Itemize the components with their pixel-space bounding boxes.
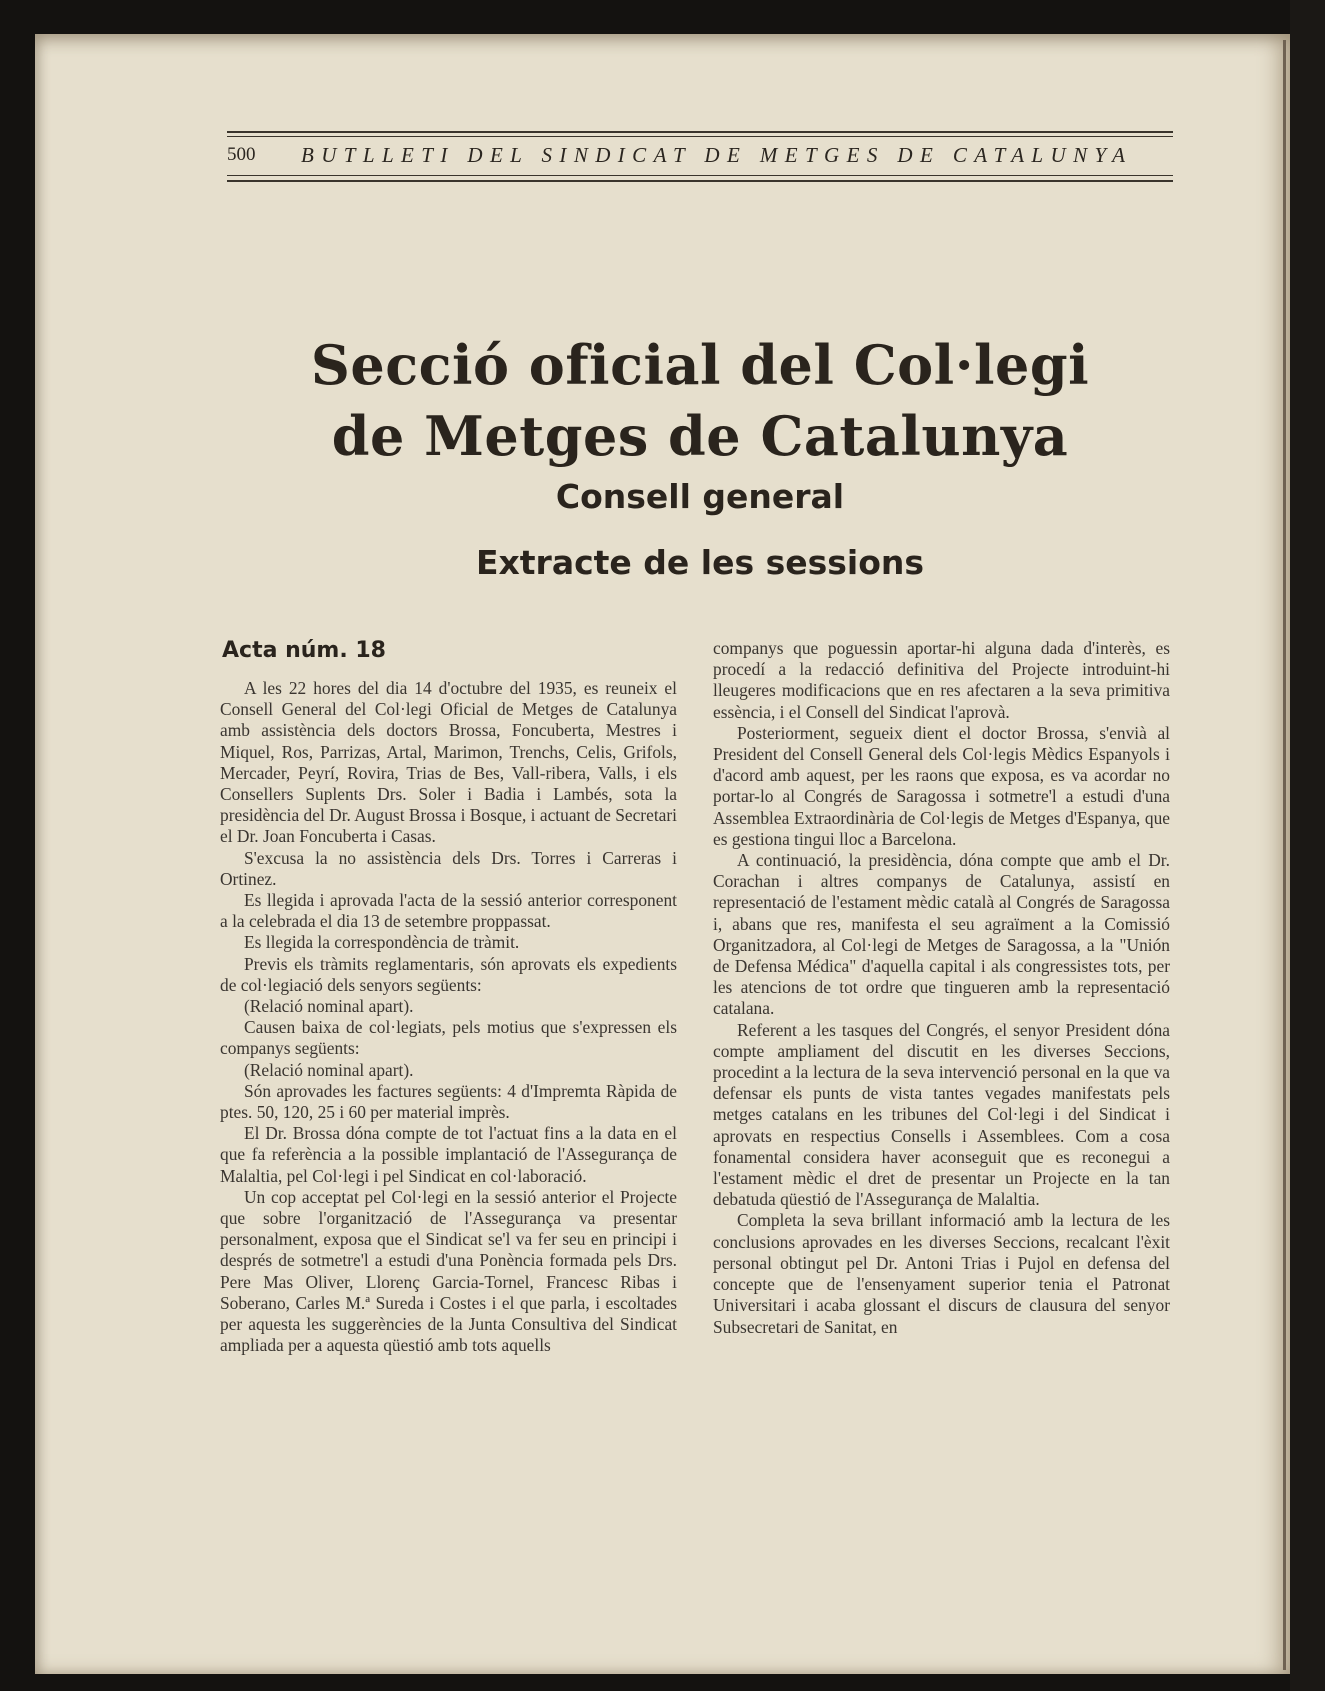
right-column [713,638,1170,1338]
header-rule [227,136,1173,137]
header-rule [227,175,1173,176]
paragraph: companys que poguessin aportar-hi alguna dada d'interès, es procedí a la redacció definitiva del Projecte introduint-hi lleugeres modificacions que en res afectaren a la seva primitiva essència, i el Consell del Sindicat l'aprovà. [713,638,1170,722]
section-title-line1: Secció oficial del Col·legi [310,333,1090,397]
journal-title: BUTLLETI DEL SINDICAT DE METGES DE CATALUNYA [301,143,1133,167]
section-subtitle: Consell general [555,477,845,516]
page-number: 500 [227,144,256,165]
paragraph: Completa la seva brillant informació amb la lectura de les conclusions aprovades en les diverses Seccions, recalcant l'èxit personal obtingut pel Dr. Antoni Trias i Pujol en defensa del concepte que de l'ensenyament superior tenia el Patronat Universitari i acaba glossant el discurs de clausura del senyor Subsecretari de Sanitat, en [713,1210,1170,1337]
paragraph: Són aprovades les factures següents: 4 d'Impremta Ràpida de ptes. 50, 120, 25 i 60 per material imprès. [220,1080,677,1123]
paragraph: Un cop acceptat pel Col·legi en la sessió anterior el Projecte que sobre l'organització de l'Assegurança va presentar personalment, exposa que el Sindicat se'l va fer seu en principi i després de sotmetre'l a estudi d'una Ponència formada pels Drs. Pere Mas Oliver, Llorenç Garcia-Tornel, Francesc Ribas i Soberano, Carles M.ª Sureda i Costes i el que parla, i escoltades per aquesta les suggerències de la Junta Consultiva del Sindicat ampliada per a aquesta qüestió amb tots aquells [220,1186,677,1356]
running-head [227,131,1173,183]
paragraph: Es llegida la correspondència de tràmit. [244,932,520,953]
paragraph: Referent a les tasques del Congrés, el senyor President dóna compte ampliament del discutit en les diverses Seccions, procedint a la lectura de la seva intervenció personal en la que va defensar els punts de vista tantes vegades manifestats pels metges catalans en les tribunes del Col·legi i del Sindicat i aprovats en respectius Consells i Assemblees. Com a cosa fonamental considera haver aconseguit que es reconegui a l'estament mèdic el dret de presentar un Projecte en la tan debatuda qüestió de l'Assegurança de Malaltia. [713,1019,1170,1210]
left-column [220,638,677,1357]
paragraph: El Dr. Brossa dóna compte de tot l'actuat fins a la data en el que fa referència a la possible implantació de l'Assegurança de Malaltia, pel Col·legi i pel Sindicat en col·laboració. [220,1123,677,1186]
paragraph: Previs els tràmits reglamentaris, són aprovats els expedients de col·legiació dels senyors següents: [220,953,677,995]
acta-heading: Acta núm. 18 [222,638,386,663]
paragraph: Causen baixa de col·legiats, pels motius que s'expressen els companys següents: [220,1017,677,1059]
paragraph: Posteriorment, segueix dient el doctor Brossa, s'envià al President del Consell General dels Col·legis Mèdics Espanyols i d'acord amb aquest, per les raons que exposa, es va acordar no portar-lo al Congrés de Saragossa i sotmetre'l a estudi d'una Assemblea Extraordinària de Col·legis de Metges d'Espanya, que es gestiona tingui lloc a Barcelona. [713,722,1170,849]
section-title-line2: de Metges de Catalunya [331,404,1069,468]
paragraph: Es llegida i aprovada l'acta de la sessió anterior corresponent a la celebrada el dia 13 de setembre proppassat. [220,890,677,932]
page-edge [1283,40,1286,1670]
header-rule [227,131,1173,133]
header-rule [227,180,1173,182]
paragraph: (Relació nominal apart). [244,1059,414,1080]
section-subtitle-2: Extracte de les sessions [475,543,925,582]
paragraph: S'excusa la no assistència dels Drs. Torres i Carreras i Ortinez. [220,847,677,889]
scan-frame [1290,0,1325,1691]
paragraph: A continuació, la presidència, dóna compte que amb el Dr. Corachan i altres companys de Catalunya, assistí en representació de l'estament mèdic català al Congrés de Saragossa i, abans que res, manifesta el seu agraïment a la Comissió Organitzadora, al Col·legi de Metges de Saragossa, a la "Unión de Defensa Médica" d'aquella capital i als congressistes tots, per les atencions de tot ordre que tingueren amb la representació catalana. [713,850,1170,1019]
paragraph: A les 22 hores del dia 14 d'octubre del 1935, es reuneix el Consell General del Col·legi Oficial de Metges de Catalunya amb assistència dels doctors Brossa, Foncuberta, Mestres i Miquel, Ros, Parrizas, Artal, Marimon, Trenchs, Celis, Grifols, Mercader, Peyrí, Rovira, Trias de Bes, Vall-ribera, Valls, i els Consellers Suplents Drs. Soler i Badia i Lambés, sota la presidència del Dr. August Brossa i Bosque, i actuant de Secretari el Dr. Joan Foncuberta i Casas. [220,678,677,847]
paragraph: (Relació nominal apart). [244,996,414,1017]
